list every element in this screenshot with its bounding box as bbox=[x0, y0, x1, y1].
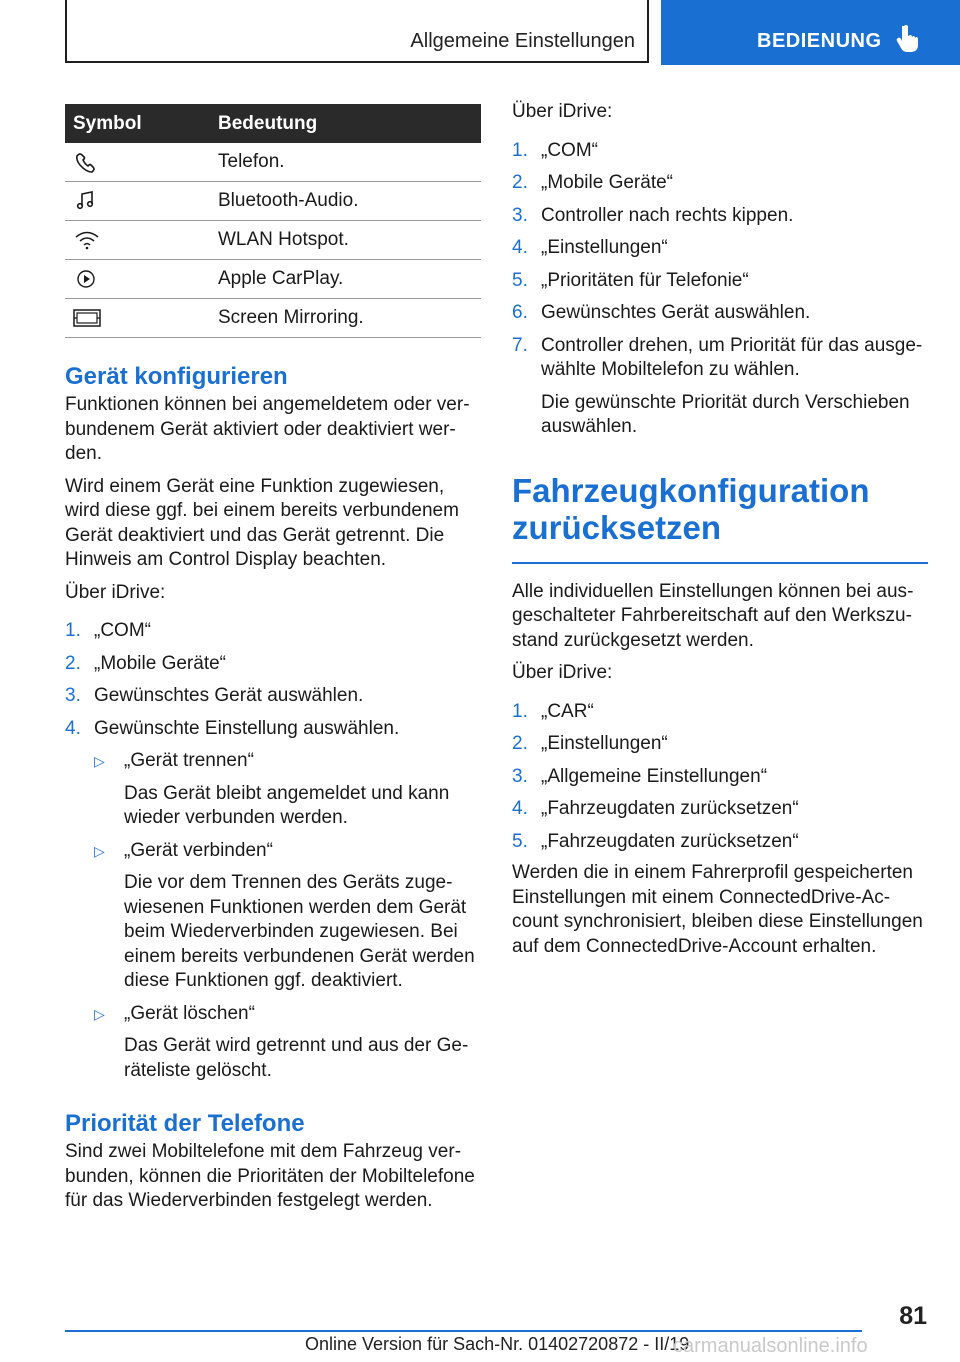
list-item bbox=[65, 652, 481, 677]
option-label: „Gerät verbinden“ bbox=[124, 839, 273, 861]
list-item bbox=[512, 171, 928, 196]
row-meaning: Bluetooth-Audio. bbox=[218, 182, 481, 221]
paragraph: Wird einem Gerät eine Funktion zugewiesen, wird diese ggf. bei einem bereits verbundenem Gerät deaktiviert und das Gerät getrennt. Die Hinweis am Control Display beachten. bbox=[65, 475, 459, 570]
table-row bbox=[65, 299, 481, 338]
via-idrive-label: Über iDrive: bbox=[512, 662, 613, 683]
table-row bbox=[65, 143, 481, 182]
step-text: „Mobile Geräte“ bbox=[94, 652, 226, 674]
list-item bbox=[512, 301, 928, 326]
list-item bbox=[512, 269, 928, 294]
header-section-box bbox=[65, 0, 649, 63]
option-label: „Gerät trennen“ bbox=[124, 750, 254, 771]
phone-icon bbox=[73, 151, 101, 173]
list-item bbox=[512, 139, 928, 164]
step-text: „Allgemeine Einstellungen“ bbox=[541, 765, 768, 787]
wifi-icon bbox=[73, 229, 101, 251]
step-text: „Einstellungen“ bbox=[541, 237, 668, 258]
step-text: „Prioritäten für Telefonie“ bbox=[541, 269, 749, 291]
row-meaning: Telefon. bbox=[218, 143, 481, 182]
heading-line: zurücksetzen bbox=[512, 508, 722, 546]
step-text: „Fahrzeugdaten zurücksetzen“ bbox=[541, 830, 799, 852]
step-number: 2. bbox=[512, 172, 528, 193]
list-item bbox=[512, 204, 928, 229]
priority-steps bbox=[512, 139, 928, 440]
symbol-table bbox=[65, 104, 481, 338]
list-item bbox=[65, 684, 481, 709]
list-item bbox=[512, 830, 928, 855]
option-item bbox=[94, 1002, 481, 1084]
table-row bbox=[65, 260, 481, 299]
step-number: 4. bbox=[512, 237, 528, 258]
chapter-heading-reset bbox=[512, 472, 928, 546]
list-item bbox=[512, 700, 928, 725]
step-number: 7. bbox=[512, 334, 528, 356]
triangle-marker-icon: ▷ bbox=[94, 1005, 105, 1022]
music-note-icon bbox=[73, 190, 101, 212]
step-text: „Einstellungen“ bbox=[541, 733, 668, 754]
list-item bbox=[512, 797, 928, 822]
section-title: Allgemeine Einstellungen bbox=[410, 30, 635, 52]
list-item bbox=[512, 334, 928, 440]
step-text: „CAR“ bbox=[541, 700, 594, 722]
page-number: 81 bbox=[899, 1302, 927, 1330]
list-item bbox=[512, 765, 928, 790]
list-item bbox=[65, 619, 481, 644]
left-column bbox=[65, 104, 481, 1214]
step-text: Controller nach rechts kippen. bbox=[541, 204, 794, 226]
chapter-title: BEDIENUNG bbox=[757, 30, 882, 52]
paragraph: Alle individuellen Einstellungen können bei ausgeschalteter Fahrbereitschaft auf den Werkszustand zurückgesetzt werden. bbox=[512, 580, 914, 651]
via-idrive-label: Über iDrive: bbox=[512, 101, 613, 122]
via-idrive-label: Über iDrive: bbox=[65, 581, 166, 603]
carplay-icon bbox=[73, 268, 101, 290]
step-number: 2. bbox=[65, 652, 81, 674]
chapter-tab bbox=[661, 0, 960, 65]
step-number: 1. bbox=[65, 620, 81, 641]
watermark: carmanualsonline.info bbox=[673, 1335, 868, 1357]
option-description: Das Gerät bleibt angemeldet und kann wieder verbunden werden. bbox=[124, 782, 450, 828]
triangle-marker-icon: ▷ bbox=[94, 753, 105, 769]
paragraph: Funktionen können bei angemeldetem oder verbundenem Gerät aktiviert oder deaktiviert werden. bbox=[65, 394, 470, 464]
step-number: 1. bbox=[512, 700, 528, 722]
step-text: „Mobile Geräte“ bbox=[541, 172, 673, 193]
step-text: Gewünschtes Gerät auswählen. bbox=[541, 302, 811, 323]
paragraph: Werden die in einem Fahrerprofil gespeicherten Einstellungen mit einem ConnectedDrive-Account synchronisiert, bleiben diese Einstellungen auf dem ConnectedDrive-Account erhalten. bbox=[512, 862, 923, 957]
step-text: Gewünschte Einstellung auswählen. bbox=[94, 717, 400, 739]
heading-divider bbox=[512, 562, 928, 564]
heading-line: Fahrzeugkonfiguration bbox=[512, 471, 870, 509]
table-header-meaning: Bedeutung bbox=[218, 104, 481, 143]
option-label: „Gerät löschen“ bbox=[124, 1002, 255, 1024]
step-number: 3. bbox=[512, 765, 528, 787]
step-number: 4. bbox=[65, 717, 81, 739]
configure-steps bbox=[65, 619, 481, 1083]
option-item bbox=[94, 839, 481, 994]
online-version-text: Online Version für Sach-Nr. 01402720872 - II/19 bbox=[305, 1334, 690, 1354]
list-item bbox=[512, 732, 928, 757]
paragraph: Sind zwei Mobiltelefone mit dem Fahrzeug verbunden, können die Prioritäten der Mobiltelefone für das Wiederverbinden festgelegt werden. bbox=[65, 1141, 475, 1211]
footer-divider bbox=[65, 1330, 862, 1332]
table-row bbox=[65, 182, 481, 221]
right-column bbox=[512, 100, 928, 959]
row-meaning: WLAN Hotspot. bbox=[218, 221, 481, 260]
step-number: 4. bbox=[512, 798, 528, 819]
option-description: Die vor dem Trennen des Geräts zugewiesenen Funktionen werden dem Gerät beim Wiederverbinden zugewiesen. Bei einem bereits verbundenen Gerät werden diese Funktionen ggf. deaktiviert. bbox=[124, 872, 475, 991]
step-note: Die gewünschte Priorität durch Verschieben auswählen. bbox=[541, 391, 910, 437]
step-number: 2. bbox=[512, 733, 528, 754]
section-heading-configure: Gerät konfigurieren bbox=[65, 363, 288, 390]
step-text: „COM“ bbox=[94, 620, 151, 641]
step-number: 3. bbox=[65, 685, 81, 706]
option-item bbox=[94, 749, 481, 831]
table-header-symbol: Symbol bbox=[65, 104, 218, 143]
step-text: Gewünschtes Gerät auswählen. bbox=[94, 685, 364, 706]
option-list bbox=[94, 749, 481, 1083]
step-text: „COM“ bbox=[541, 139, 598, 161]
table-row bbox=[65, 221, 481, 260]
step-number: 1. bbox=[512, 139, 528, 161]
step-number: 6. bbox=[512, 302, 528, 323]
row-meaning: Screen Mirroring. bbox=[218, 299, 481, 338]
reset-steps bbox=[512, 700, 928, 855]
section-heading-priority: Priorität der Telefone bbox=[65, 1110, 305, 1137]
step-number: 5. bbox=[512, 830, 528, 852]
list-item bbox=[512, 236, 928, 261]
row-meaning: Apple CarPlay. bbox=[218, 260, 481, 299]
step-number: 5. bbox=[512, 269, 528, 291]
step-text: „Fahrzeugdaten zurücksetzen“ bbox=[541, 798, 799, 819]
step-text: Controller drehen, um Priorität für das ausgewählte Mobiltelefon zu wählen. bbox=[541, 334, 923, 380]
screen-mirroring-icon bbox=[73, 307, 101, 329]
option-description: Das Gerät wird getrennt und aus der Geräteliste gelöscht. bbox=[124, 1035, 469, 1081]
step-number: 3. bbox=[512, 204, 528, 226]
triangle-marker-icon: ▷ bbox=[94, 842, 105, 859]
list-item bbox=[65, 717, 481, 1084]
pointing-hand-icon bbox=[895, 24, 921, 54]
